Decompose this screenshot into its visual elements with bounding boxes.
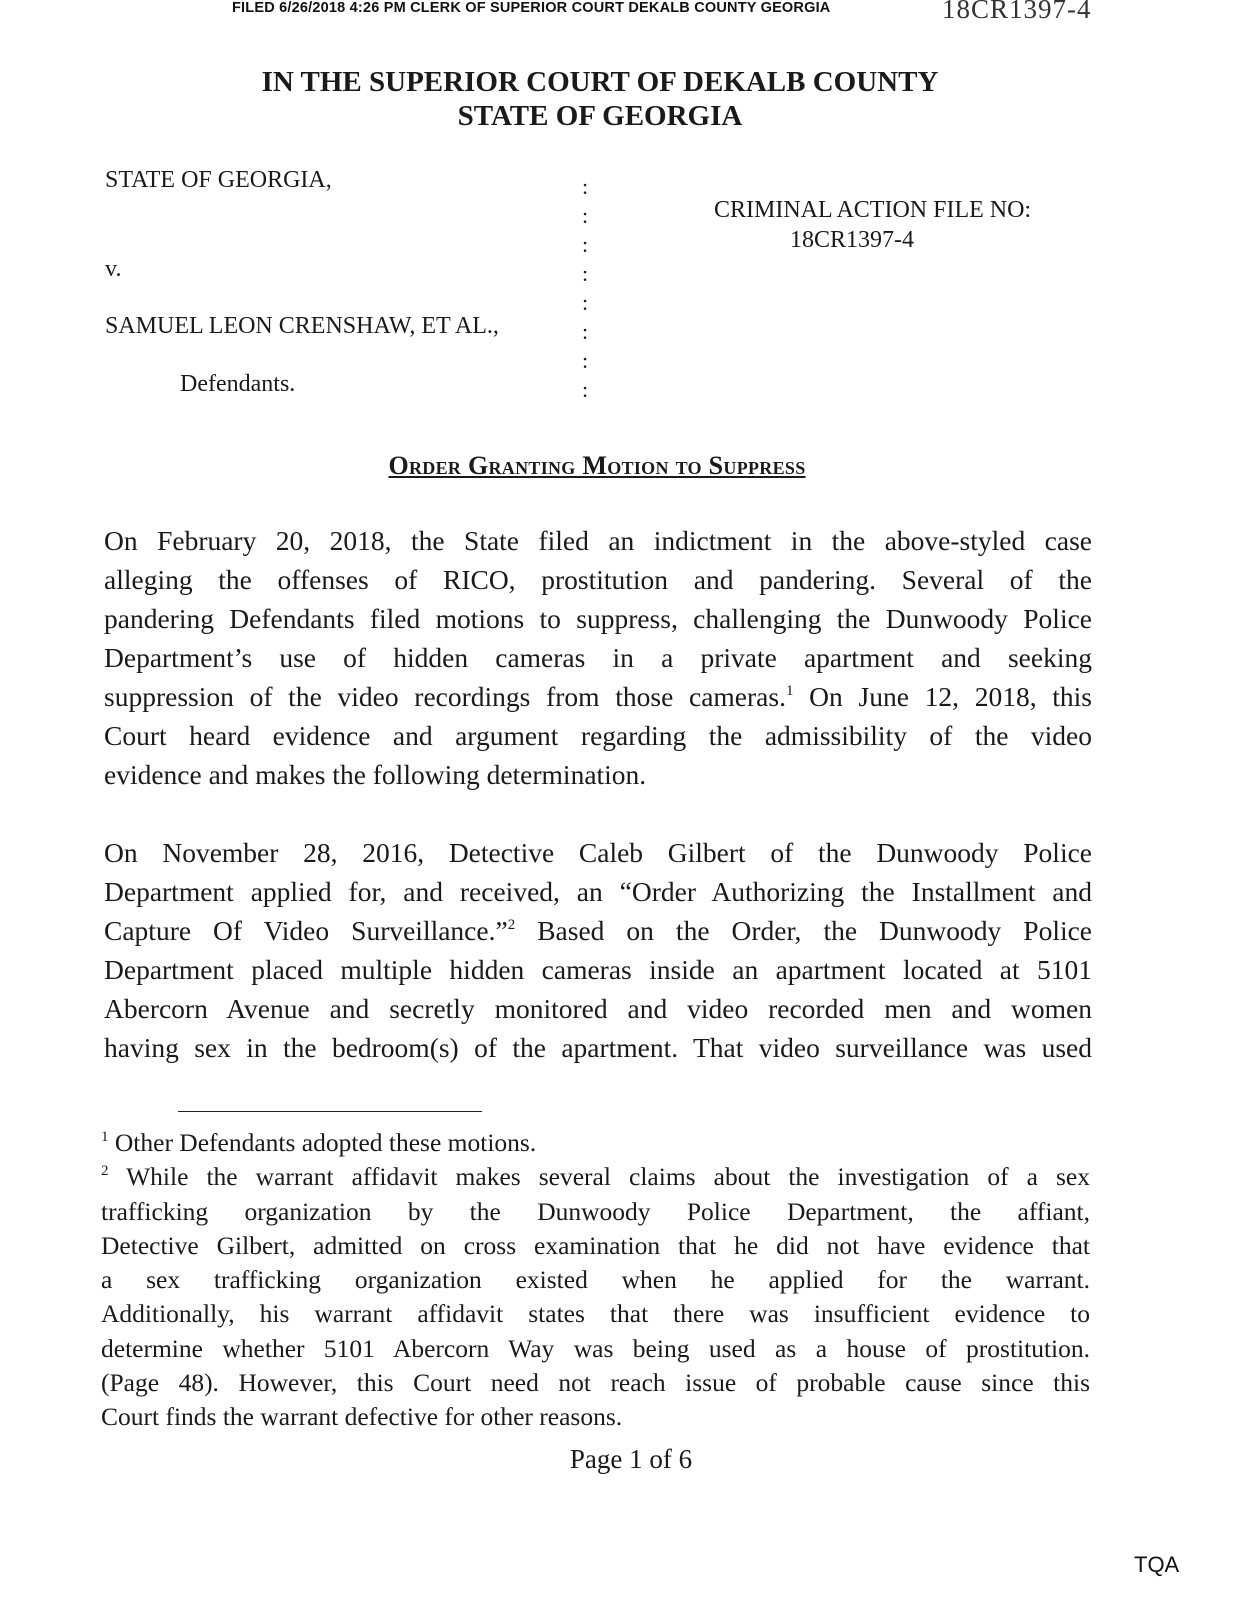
footnote-marker-2: 2 [101,1163,109,1180]
paragraph-1 [104,521,1092,794]
caption-colon: : [581,203,589,228]
paragraph-line-part: On June 12, 2018, this [809,681,1093,712]
paragraph-line-part: Based on the Order, the Dunwoody Police [537,915,1093,946]
paragraph-2 [104,833,1092,1067]
footnote-2-text: While the warrant affidavit makes several claims about the investigation of a sex [126,1162,1090,1192]
footnote-2-line: (Page 48). However, this Court need not reach issue of probable cause since this [101,1368,1090,1398]
paragraph-line: pandering Defendants filed motions to suppress, challenging the Dunwoody Police [104,603,1092,634]
paragraph-line: having sex in the bedroom(s) of the apartment. That video surveillance was used [104,1032,1092,1063]
caption-colon: : [581,290,589,315]
file-number-label: CRIMINAL ACTION FILE NO: [714,197,1032,223]
caption-colon: : [581,319,589,344]
page-number: Page 1 of 6 [569,1444,693,1474]
caption-colon: : [581,174,589,199]
paragraph-line: Department applied for, and received, an “Order Authorizing the Installment and [104,876,1092,907]
paragraph-line: On February 20, 2018, the State filed an indictment in the above-styled case [104,525,1092,556]
corner-mark: TQA [1134,1552,1180,1577]
caption-colon: : [581,348,589,373]
paragraph-line [104,911,1092,950]
footnote-2-line: determine whether 5101 Abercorn Way was being used as a house of prostitution. [101,1333,1090,1363]
paragraph-line: Abercorn Avenue and secretly monitored and video recorded men and women [104,993,1092,1024]
filing-stamp: FILED 6/26/2018 4:26 PM CLERK OF SUPERIOR COURT DEKALB COUNTY GEORGIA [232,0,831,16]
order-title: Order Granting Motion to Suppress [388,451,806,480]
file-number: 18CR1397-4 [790,227,915,253]
footnote-ref-1: 1 [785,683,794,699]
paragraph-line: Department’s use of hidden cameras in a private apartment and seeking [104,642,1092,673]
footnote-1 [101,1126,1090,1160]
defendant-role: Defendants. [180,371,296,397]
footnote-2-line: a sex trafficking organization existed when he applied for the warrant. [101,1265,1090,1295]
footnote-marker-1: 1 [101,1129,109,1145]
paragraph-line [104,677,1092,716]
case-number-stamp: 18CR1397-4 [942,0,1092,24]
footnote-2-line [101,1160,1090,1194]
caption-colon: : [581,261,589,286]
footnote-2-line: Additionally, his warrant affidavit states that there was insufficient evidence to [101,1299,1090,1329]
paragraph-line: alleging the offenses of RICO, prostitution and pandering. Several of the [104,564,1092,595]
footnote-ref-2: 2 [507,917,516,933]
footnote-2-line: Detective Gilbert, admitted on cross examination that he did not have evidence that [101,1230,1090,1260]
paragraph-line: evidence and makes the following determination. [104,759,647,790]
paragraph-line: On November 28, 2016, Detective Caleb Gilbert of the Dunwoody Police [104,837,1092,868]
footnotes [101,1126,1090,1435]
caption-colon: : [581,232,589,257]
paragraph-line-part: Capture Of Video Surveillance.” [104,915,508,946]
footnote-2-line: trafficking organization by the Dunwoody Police Department, the affiant, [101,1196,1090,1226]
footnote-2-line: Court finds the warrant defective for other reasons. [101,1402,623,1432]
court-name: IN THE SUPERIOR COURT OF DEKALB COUNTY [261,66,939,98]
paragraph-line-part: suppression of the video recordings from those cameras. [104,681,786,712]
caption-colon: : [581,377,589,402]
versus-label: v. [105,256,122,282]
footnote-divider [178,1111,482,1112]
plaintiff-name: STATE OF GEORGIA, [105,167,332,193]
paragraph-line: Department placed multiple hidden cameras inside an apartment located at 5101 [104,954,1092,985]
court-state: STATE OF GEORGIA [457,100,743,132]
caption-colon-column [579,172,591,404]
footnote-1-text: Other Defendants adopted these motions. [114,1128,537,1157]
defendant-name: SAMUEL LEON CRENSHAW, ET AL., [105,313,499,339]
paragraph-line: Court heard evidence and argument regarding the admissibility of the video [104,720,1092,751]
